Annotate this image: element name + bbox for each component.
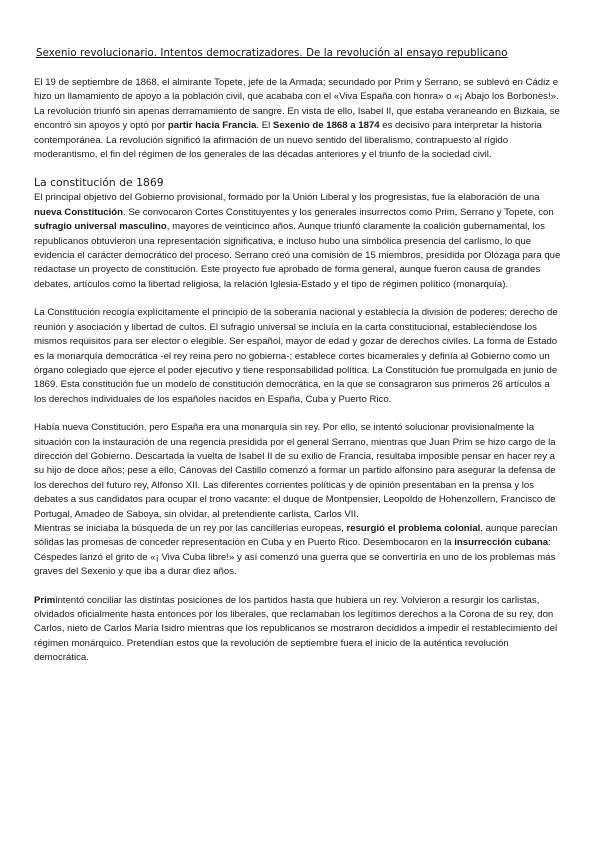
bold-text-run: Prim	[34, 594, 56, 606]
paragraph-constitution-drafting	[34, 191, 564, 292]
text-run: . Se convocaron Cortes Constituyentes y los generales insurrectos como Prim, Serrano y Topete, con	[123, 206, 554, 218]
paragraph-regency	[34, 421, 564, 522]
text-run: Había nueva Constitución, pero España era una monarquía sin rey. Por ello, se intentó solucionar provisionalmente la situación con la instauración de una regencia presidida por el general Serrano, mientras que Juan Prim se hizo cargo de la dirección del Gobierno. Descartada la vuelta de Isabel II de su exilio de Francia, resultaba imposible pensar en hacer rey a su hijo de doce años; pese a ello, Cánovas del Castillo comenzó a formar un partido alfonsino para asegurar la defensa de los derechos del futuro rey, Alfonso XII. Las diferentes corrientes políticas y de opinión presentaban en la prensa y los debates a sus candidatos para ocupar el trono vacante: el duque de Montpensier, Leopoldo de Hohenzollern, Francisco de Portugal, Amadeo de Saboya, sin olvidar, al pretendiente carlista, Carlos VII.	[34, 422, 556, 520]
paragraph-gap	[34, 407, 564, 421]
paragraph-prim	[34, 594, 564, 666]
text-run: La Constitución recogía explícitamente el principio de la soberanía nacional y establecía la división de poderes; derecho de reunión y asociación y libertad de cultos. El sufragio universal se incluía en la carta constitucional, estableciéndose los mismos requisitos para ser elector o elegible. Ser español, mayor de edad y gozar de derechos civiles. La forma de Estado es la monarquía democrática -el rey reina pero no gobierna-; establece cortes bicamerales y definía al Gobierno como un órgano colegiado que ejerce el poder ejecutivo y tiene responsabilidad política. La Constitución fue promulgada en junio de 1869. Esta constitución fue un modelo de constitución democrática, en la que se consagraron sus primeros 26 artículos a los derechos individuales de los españoles nacidos en España, Cuba y Puerto Rico.	[34, 307, 558, 405]
text-run: , aunque parecían sólidas las promesas de conceder representación en Cuba y en Puerto Rico. Desembocaron en la	[34, 522, 558, 549]
paragraph-constitution-content	[34, 306, 564, 407]
bold-text-run: insurrección cubana	[454, 537, 549, 549]
text-run: , mayores de veinticinco años. Aunque triunfó claramente la coalición gubernamental, los republicanos obtuvieron una representación significativa, e incluso hubo una simbólica presencia del carlismo, lo que evidencia el carácter democrático del proceso. Serrano creó una comisión de 15 miembros, presidida por Olózaga para que redactase un proyecto de constitución. Este proyecto fue aprobado de forma general, aunque fueron causa de grandes debates, artículos como la libertad religiosa, la relación Iglesia-Estado y el tipo de régimen político (monarquía).	[34, 221, 561, 290]
bold-text-run: partir hacia Francia	[167, 120, 257, 132]
bold-text-run: Sexenio de 1868 a 1874	[272, 120, 380, 132]
text-run: El principal objetivo del Gobierno provisional, formado por la Unión Liberal y los progresistas, fue la elaboración de una	[34, 192, 540, 204]
text-run: . El	[256, 120, 273, 132]
bold-text-run: nueva Constitución	[34, 206, 124, 218]
text-run: El 19 de septiembre de 1868, el almirante Topete, jefe de la Armada; secundado por Prim y Serrano, se sublevó en Cádiz e hizo un llamamiento de apoyo a la población civil, que acababa con el «Viva España con honra» o «¡ Abajo los Borbones!». La revolución triunfó sin apenas derramamiento de sangre. En vista de ello, Isabel II, que estaba veraneando en Bizkaia, se encontró sin apoyos y optó por	[34, 77, 560, 132]
bold-text-run: resurgió el problema colonial	[346, 522, 481, 534]
text-run: : Céspedes lanzó el grito de «¡ Viva Cuba libre!» y así comenzó una guerra que se convertiría en uno de los problemas más graves del Sexenio y que iba a durar diez años.	[34, 537, 556, 578]
intro-paragraph	[34, 76, 564, 162]
document-title: Sexenio revolucionario. Intentos democratizadores. De la revolución al ensayo republicano	[36, 48, 508, 59]
text-run: es decisivo para interpretar la historia contemporánea. La revolución significó la afirmación de un nuevo sentido del liberalismo, contrapuesto al rígido moderantismo, el fin del régimen de los generales de las décadas anteriores y el triunfo de la sociedad civil.	[34, 120, 542, 161]
section-heading: La constitución de 1869	[34, 176, 164, 190]
text-run: intentó conciliar las distintas posiciones de los partidos hasta que hubiera un rey. Volvieron a resurgir los carlistas, olvidados oficialmente hasta entonces por los liberales, que reclamaban los legítimos derechos a la Corona de su rey, don Carlos, nieto de Carlos María Isidro mientras que los republicanos se mostraron decididos a impedir el restablecimiento del régimen monárquico. Pretendían estos que la revolución de septiembre fuera el inicio de la auténtica revolución democrática.	[34, 594, 558, 664]
paragraph-colonial-problem	[34, 522, 564, 580]
text-run: Mientras se iniciaba la búsqueda de un rey por las cancillerías europeas,	[34, 522, 347, 534]
paragraph-gap	[34, 580, 564, 594]
document-page	[34, 48, 564, 666]
bold-text-run: sufragio universal masculino	[34, 221, 167, 233]
paragraph-gap	[34, 292, 564, 306]
